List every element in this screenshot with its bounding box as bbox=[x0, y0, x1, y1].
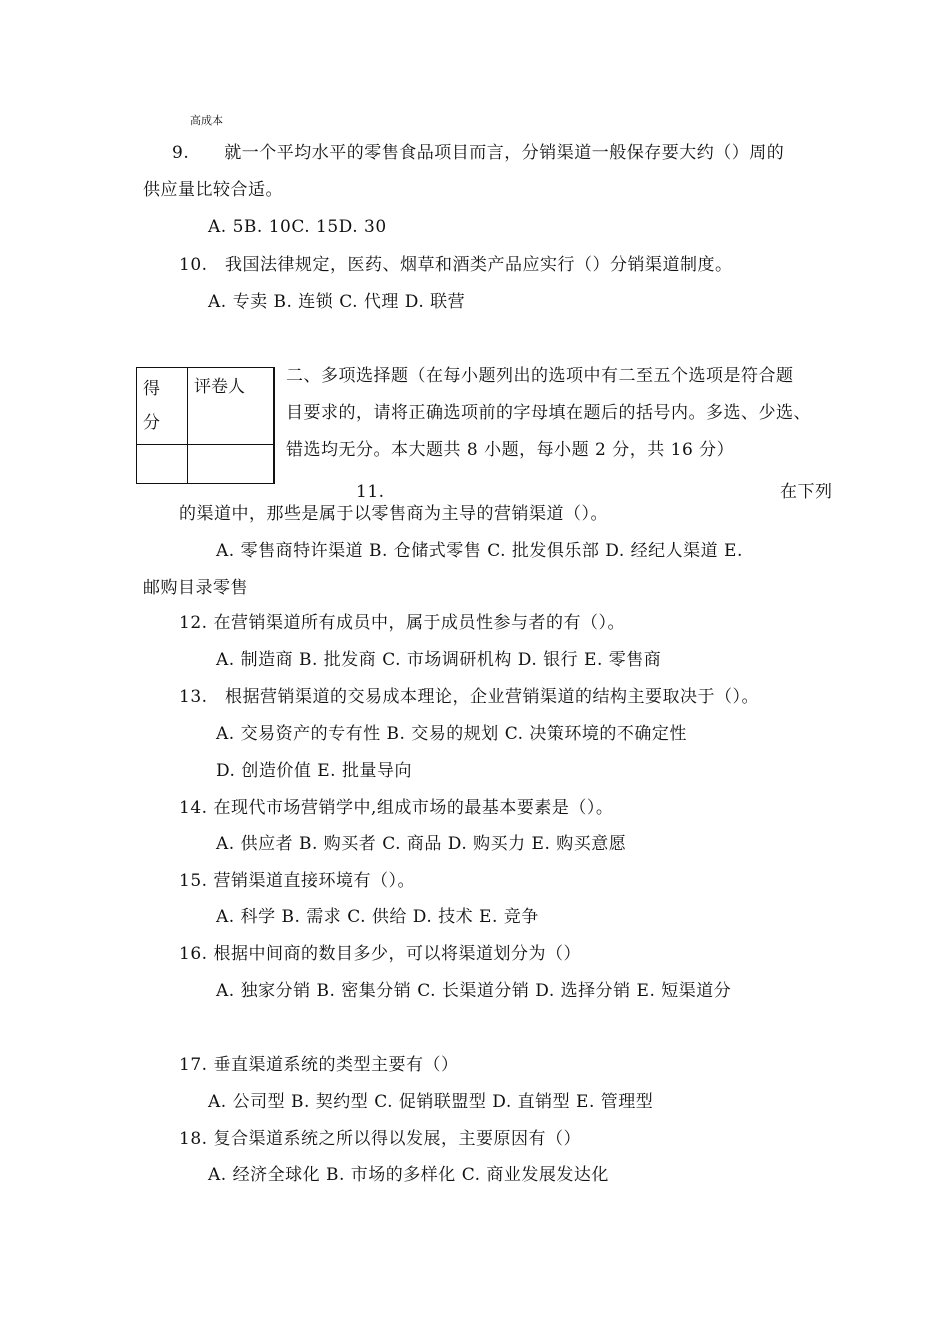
section-2-heading: 二、多项选择题（在每小题列出的选项中有二至五个选项是符合题 bbox=[286, 366, 794, 386]
grader-label-cell bbox=[188, 368, 275, 445]
score-label: 得分 bbox=[143, 379, 160, 433]
question-10-options: A. 专卖 B. 连锁 C. 代理 D. 联营 bbox=[208, 292, 466, 312]
grader-input-cell[interactable] bbox=[188, 445, 275, 484]
question-14-options: A. 供应者 B. 购买者 C. 商品 D. 购买力 E. 购买意愿 bbox=[216, 834, 627, 854]
question-13: 13. 根据营销渠道的交易成本理论，企业营销渠道的结构主要取决于（）。 bbox=[179, 687, 760, 707]
grader-label: 评卷人 bbox=[194, 377, 245, 397]
question-16: 16. 根据中间商的数目多少，可以将渠道划分为（） bbox=[179, 944, 581, 964]
question-11-start: 在下列 bbox=[780, 482, 833, 502]
question-17: 17. 垂直渠道系统的类型主要有（） bbox=[179, 1055, 459, 1075]
question-11: 的渠道中，那些是属于以零售商为主导的营销渠道（）。 bbox=[179, 504, 608, 524]
question-16-options: A. 独家分销 B. 密集分销 C. 长渠道分销 D. 选择分销 E. 短渠道分 bbox=[216, 981, 732, 1001]
question-13-options: A. 交易资产的专有性 B. 交易的规划 C. 决策环境的不确定性 bbox=[216, 724, 687, 744]
question-11-number: 11. bbox=[356, 482, 385, 502]
question-12-options: A. 制造商 B. 批发商 C. 市场调研机构 D. 银行 E. 零售商 bbox=[216, 650, 662, 670]
question-18-options: A. 经济全球化 B. 市场的多样化 C. 商业发展发达化 bbox=[208, 1165, 609, 1185]
score-table bbox=[136, 367, 275, 484]
question-18: 18. 复合渠道系统之所以得以发展，主要原因有（） bbox=[179, 1129, 581, 1149]
question-15: 15. 营销渠道直接环境有（）。 bbox=[179, 871, 415, 891]
question-14: 14. 在现代市场营销学中,组成市场的最基本要素是（）。 bbox=[179, 798, 614, 818]
text-line: 高成本 bbox=[190, 114, 223, 127]
question-9-cont: 供应量比较合适。 bbox=[143, 180, 283, 200]
section-2-heading-cont: 错选均无分。本大题共 8 小题，每小题 2 分，共 16 分） bbox=[286, 440, 735, 460]
question-15-options: A. 科学 B. 需求 C. 供给 D. 技术 E. 竞争 bbox=[216, 907, 539, 927]
question-9-options: A. 5B. 10C. 15D. 30 bbox=[208, 217, 387, 237]
table-border bbox=[273, 367, 275, 484]
section-2-heading-cont: 目要求的，请将正确选项前的字母填在题后的括号内。多选、少选、 bbox=[286, 403, 811, 423]
question-12: 12. 在营销渠道所有成员中，属于成员性参与者的有（）。 bbox=[179, 613, 625, 633]
question-11-options-cont: 邮购目录零售 bbox=[143, 578, 248, 598]
question-11-options: A. 零售商特许渠道 B. 仓储式零售 C. 批发俱乐部 D. 经纪人渠道 E. bbox=[216, 541, 743, 561]
score-label-cell bbox=[137, 368, 188, 445]
score-input-cell[interactable] bbox=[137, 445, 188, 484]
question-10: 10. 我国法律规定，医药、烟草和酒类产品应实行（）分销渠道制度。 bbox=[179, 255, 733, 275]
question-13-options-cont: D. 创造价值 E. 批量导向 bbox=[216, 761, 412, 781]
question-17-options: A. 公司型 B. 契约型 C. 促销联盟型 D. 直销型 E. 管理型 bbox=[208, 1092, 654, 1112]
question-9: 9. 就一个平均水平的零售食品项目而言，分销渠道一般保存要大约（）周的 bbox=[172, 143, 785, 163]
